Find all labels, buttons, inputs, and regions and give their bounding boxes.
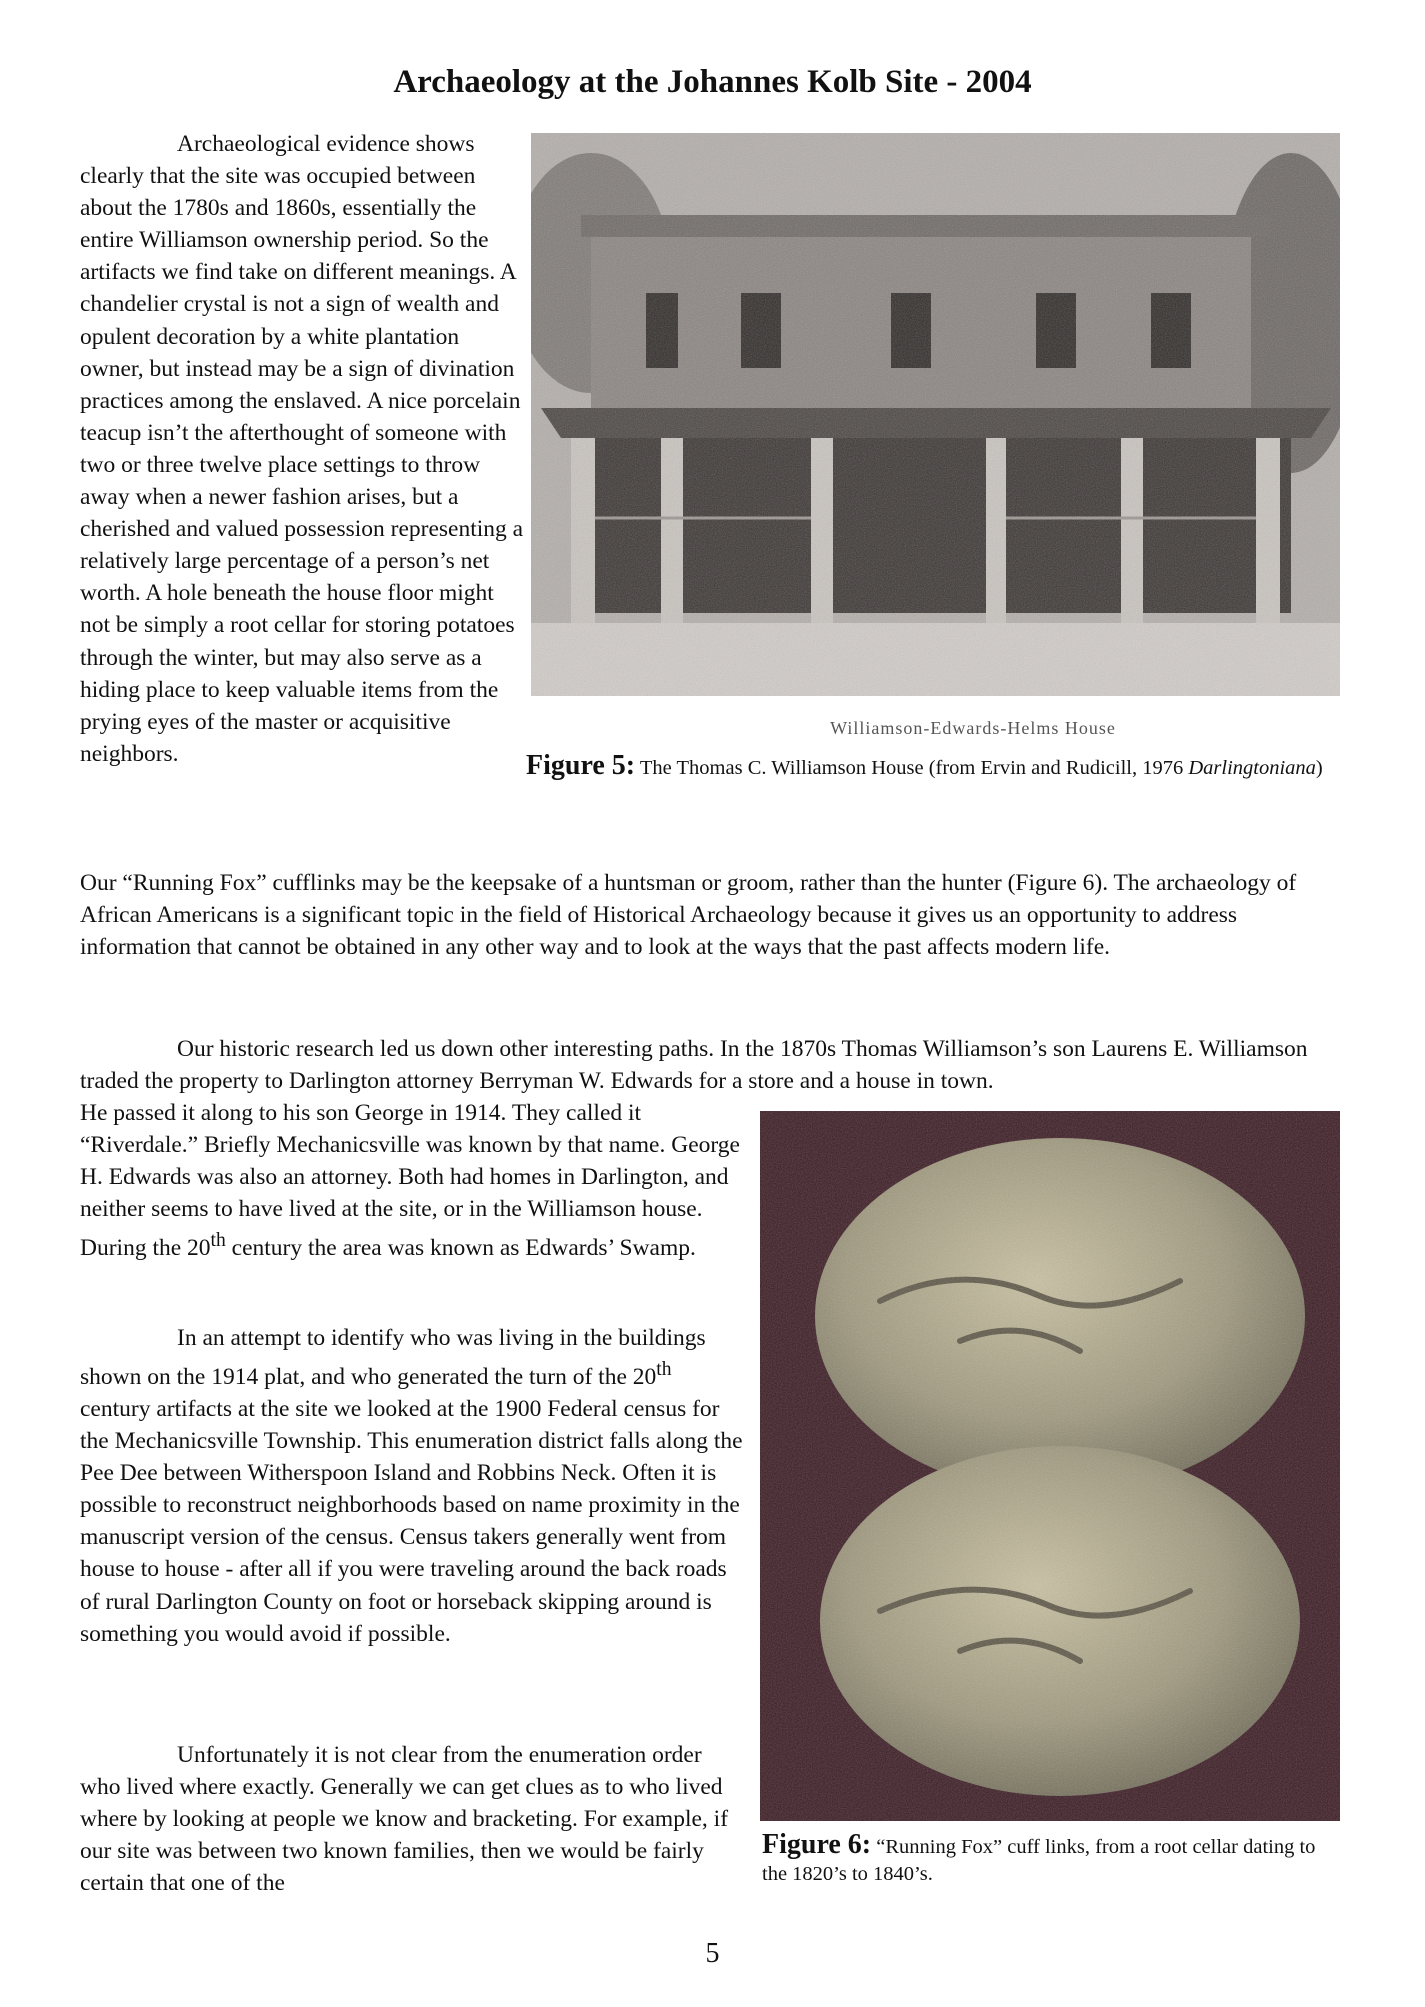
figure-5-photo-caption: Williamson-Edwards-Helms House bbox=[830, 718, 1116, 738]
figure-label: Figure 6: bbox=[762, 1829, 872, 1860]
caption-text: The Thomas C. Williamson House (from Ervin and Rudicill, 1976 bbox=[635, 757, 1189, 779]
page-number: 5 bbox=[705, 1938, 720, 1969]
figure-label: Figure 5: bbox=[526, 750, 636, 781]
figure-5-house-photo bbox=[531, 133, 1340, 696]
house-illustration bbox=[531, 133, 1340, 696]
caption-text: “Running Fox” cuff links, from a root cellar dating to the 1820’s to 1840’s. bbox=[762, 1836, 1316, 1885]
page-title: Archaeology at the Johannes Kolb Site - 2004 bbox=[393, 64, 1032, 100]
paragraph-census bbox=[80, 1322, 745, 1650]
figure-6-cufflinks-photo bbox=[760, 1111, 1340, 1821]
paragraph-artifacts: Archaeological evidence shows clearly that the site was occupied between about the 1780s and 1860s, essentially the entire Williamson ownership period. So the artifacts we find take on different meanings. A chandelier crystal is not a sign of wealth and opulent decoration by a white plantation owner, but instead may be a sign of divination practices among the enslaved. A nice porcelain teacup isn’t the afterthought of someone with two or three twelve place settings to throw away when a newer fashion arises, but a cherished and valued possession representing a relatively large percentage of a person’s net worth. A hole beneath the house floor might not be simply a root cellar for storing potatoes through the winter, but may also serve as a hiding place to keep valuable items from the prying eyes of the master or acquisitive neighbors. bbox=[80, 131, 524, 767]
figure-6-caption bbox=[762, 1831, 1342, 1888]
paragraph-enumeration: Unfortunately it is not clear from the enumeration order who lived where exactly. Generally we can get clues as to who lived where by looking at people we know and bracketing. For example, if our site was between two known families, then we would be fairly certain that one of the bbox=[80, 1742, 729, 1897]
cufflinks-illustration bbox=[760, 1111, 1340, 1821]
paragraph-historic-research: Our historic research led us down other interesting paths. In the 1870s Thomas Williamson’s son Laurens E. Williamson traded the property to Darlington attorney Berryman W. Edwards for a store and a house in town. bbox=[80, 1036, 1308, 1095]
text-run: He passed it along to his son George in 1914. They called it “Riverdale.” Briefly Mechanicsville was known by that name. George H. Edwards was also an attorney. Both had homes in Darlington, and neither seems to have lived at the site, or in the Williamson house. During the 20 bbox=[80, 1100, 740, 1262]
caption-italic: Darlingtoniana bbox=[1188, 757, 1316, 779]
figure-5-caption bbox=[526, 752, 1346, 782]
paragraph-historic-research-continued bbox=[80, 1097, 745, 1264]
caption-text-end: ) bbox=[1315, 757, 1323, 779]
paragraph-artifacts-continued: Our “Running Fox” cufflinks may be the keepsake of a huntsman or groom, rather than the hunter (Figure 6). The archaeology of African Americans is a significant topic in the field of Historical Archaeology because it gives us an opportunity to address information that cannot be obtained in any other way and to look at the ways that the past affects modern life. bbox=[80, 870, 1297, 961]
text-run: In an attempt to identify who was living in the buildings shown on the 1914 plat, and who generated the turn of the 20 bbox=[80, 1325, 706, 1390]
text-run: century the area was known as Edwards’ Swamp. bbox=[225, 1235, 696, 1262]
superscript: th bbox=[210, 1230, 226, 1252]
superscript: th bbox=[656, 1359, 672, 1381]
text-run: century artifacts at the site we looked at the 1900 Federal census for the Mechanicsville Township. This enumeration district falls along the Pee Dee between Witherspoon Island and Robbins Neck. Often it is possible to reconstruct neighborhoods based on name proximity in the manuscript version of the census. Census takers generally went from house to house - after all if you were traveling around the back roads of rural Darlington County on foot or horseback skipping around is something you would avoid if possible. bbox=[80, 1396, 743, 1647]
